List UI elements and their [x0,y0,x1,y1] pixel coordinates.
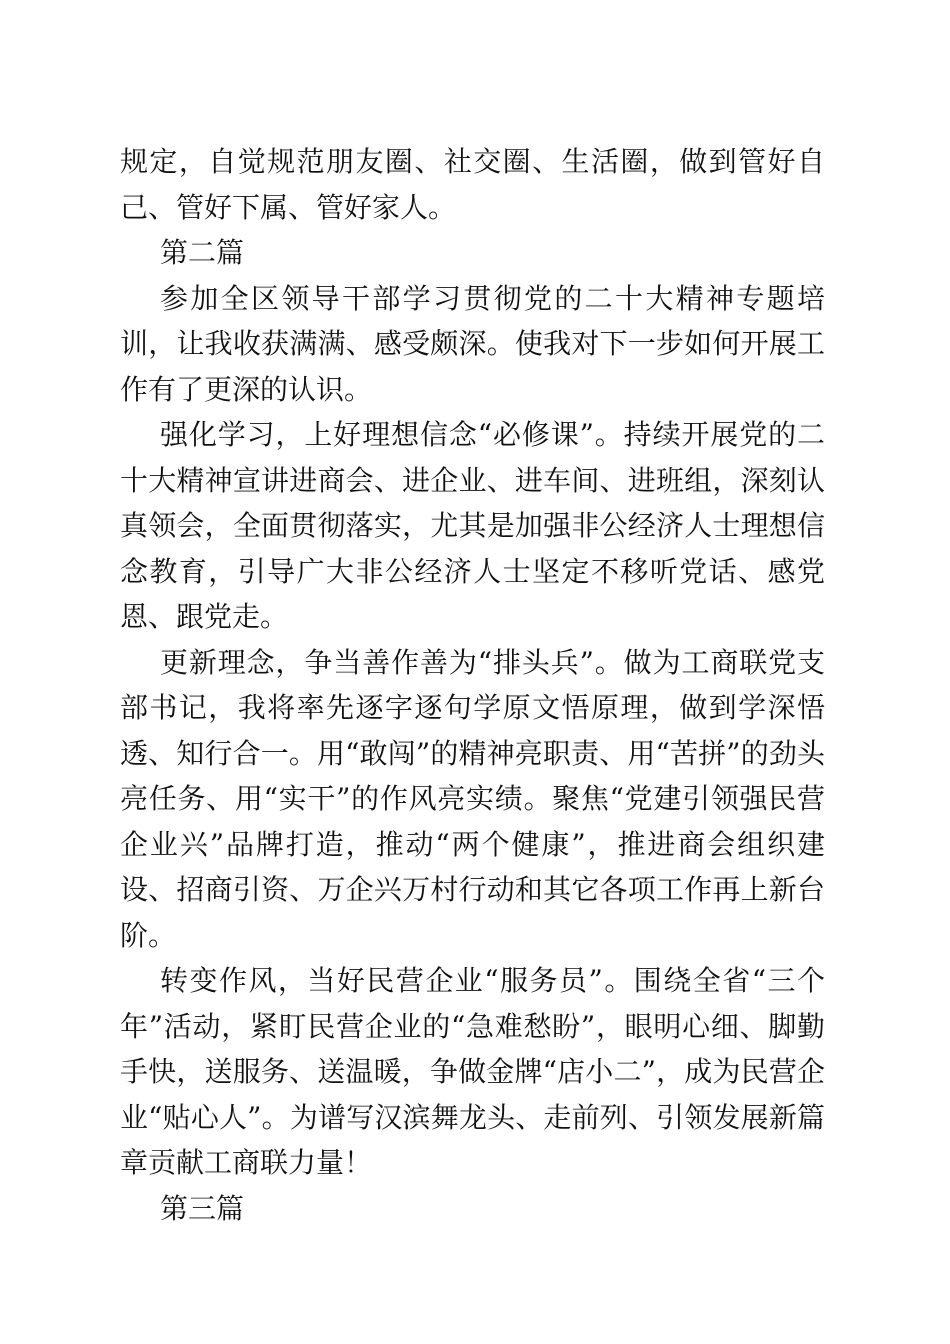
paragraph-study: 强化学习，上好理想信念“必修课”。持续开展党的二十大精神宣讲进商会、进企业、进车间、进班组，深刻认真领会，全面贯彻落实，尤其是加强非公经济人士理想信念教育，引导广大非公经济人士坚定不移听党话、感党恩、跟党走。 [120,418,825,633]
section-heading-second: 第二篇 [160,236,245,269]
section-heading-third: 第三篇 [160,1191,245,1225]
paragraph-concept: 更新理念，争当善作善为“排头兵”。做为工商联党支部书记，我将率先逐字逐句学原文悟原理，做到学深悟透、知行合一。用“敢闯”的精神亮职责、用“苦拼”的劲头亮任务、用“实干”的作风亮实绩。聚焦“党建引领强民营企业兴”品牌打造，推动“两个健康”，推进商会组织建设、招商引资、万企兴万村行动和其它各项工作再上新台阶。 [120,645,825,952]
paragraph-continuation: 规定，自觉规范朋友圈、社交圈、生活圈，做到管好自己、管好下属、管好家人。 [120,145,825,224]
document-body [120,139,825,1231]
paragraph-intro: 参加全区领导干部学习贯彻党的二十大精神专题培训，让我收获满满、感受颇深。使我对下一步如何开展工作有了更深的认识。 [120,281,825,406]
paragraph-style: 转变作风，当好民营企业“服务员”。围绕全省“三个年”活动，紧盯民营企业的“急难愁盼”，眼明心细、脚勤手快，送服务、送温暖，争做金牌“店小二”，成为民营企业“贴心人”。为谱写汉滨舞龙头、走前列、引领发展新篇章贡献工商联力量！ [120,964,825,1179]
